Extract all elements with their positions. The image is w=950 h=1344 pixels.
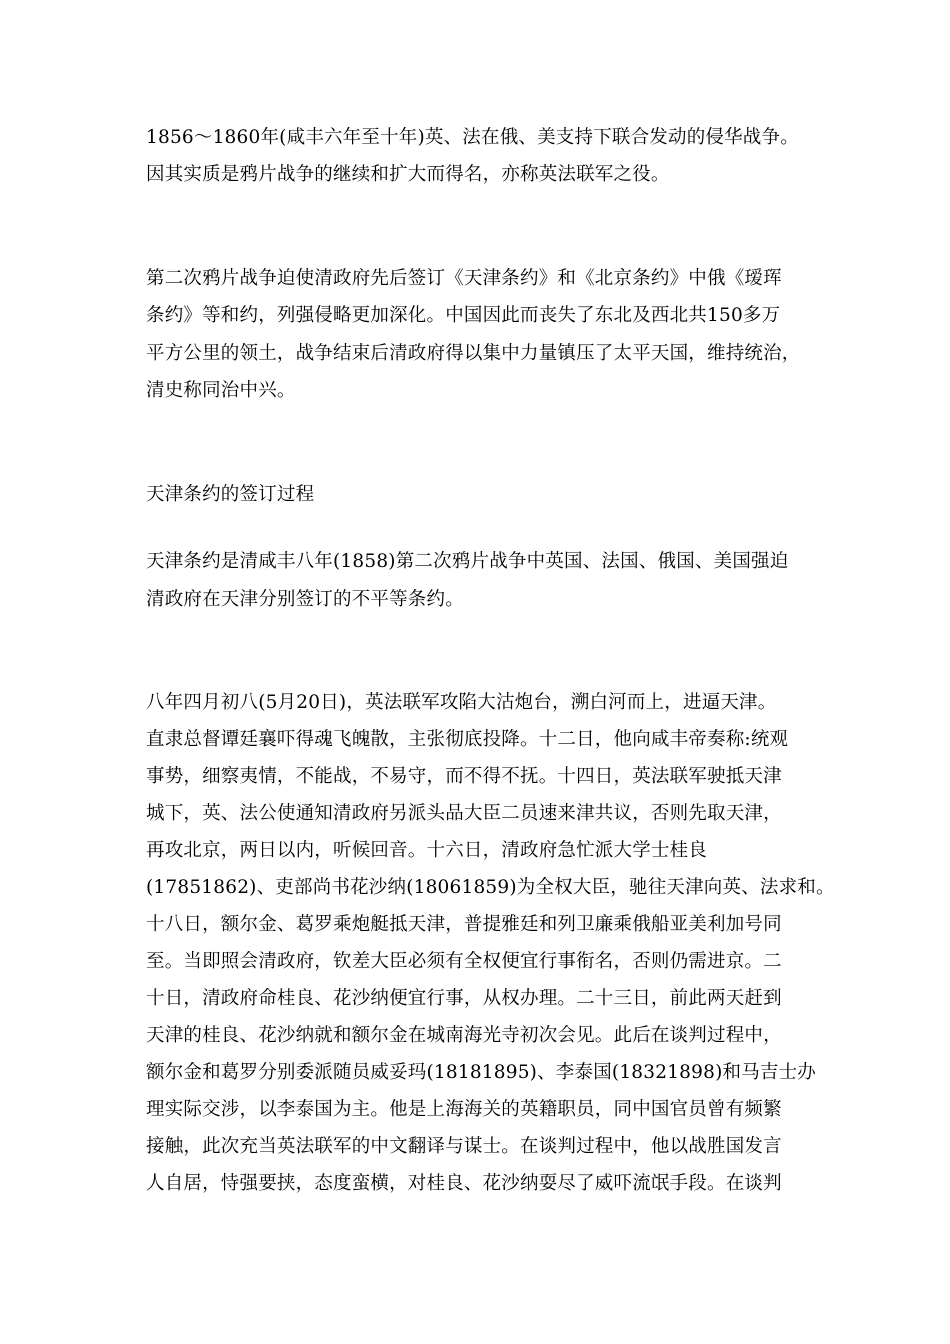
text-line: 直隶总督谭廷襄吓得魂飞魄散，主张彻底投降。十二日，他向咸丰帝奏称:统观 bbox=[146, 729, 789, 750]
text-line: 事势，细察夷情，不能战，不易守，而不得不抚。十四日，英法联军驶抵天津 bbox=[146, 766, 782, 787]
text-line: 额尔金和葛罗分别委派随员威妥玛(18181895)、李泰国(18321898)和马吉士办 bbox=[146, 1062, 816, 1083]
text-line: 再攻北京，两日以内，听候回音。十六日，清政府急忙派大学士桂良 bbox=[146, 840, 708, 861]
text-line: 条约》等和约，列强侵略更加深化。中国因此而丧失了东北及西北共150多万 bbox=[146, 305, 781, 326]
text-line: 十八日，额尔金、葛罗乘炮艇抵天津，普提雅廷和列卫廉乘俄船亚美利加号同 bbox=[146, 914, 782, 935]
section-heading: 天津条约的签订过程 bbox=[146, 484, 315, 505]
text-line: 第二次鸦片战争迫使清政府先后签订《天津条约》和《北京条约》中俄《瑷珲 bbox=[146, 268, 782, 289]
text-line: 清政府在天津分别签订的不平等条约。 bbox=[146, 589, 464, 610]
text-line: 理实际交涉，以李泰国为主。他是上海海关的英籍职员，同中国官员曾有频繁 bbox=[146, 1099, 782, 1120]
text-line: 接触，此次充当英法联军的中文翻译与谋士。在谈判过程中，他以战胜国发言 bbox=[146, 1136, 782, 1157]
text-line: 1856～1860年(咸丰六年至十年)英、法在俄、美支持下联合发动的侵华战争。 bbox=[146, 127, 799, 148]
text-line: 至。当即照会清政府，钦差大臣必须有全权便宜行事衔名，否则仍需进京。二 bbox=[146, 951, 782, 972]
text-line: 平方公里的领土，战争结束后清政府得以集中力量镇压了太平天国，维持统治， bbox=[146, 343, 801, 364]
text-line: 因其实质是鸦片战争的继续和扩大而得名，亦称英法联军之役。 bbox=[146, 164, 670, 185]
text-line: 城下，英、法公使通知清政府另派头品大臣二员速来津共议，否则先取天津， bbox=[146, 803, 782, 824]
text-line: 十日，清政府命桂良、花沙纳便宜行事，从权办理。二十三日，前此两天赶到 bbox=[146, 988, 782, 1009]
text-line: 清史称同治中兴。 bbox=[146, 380, 296, 401]
text-line: 八年四月初八(5月20日)，英法联军攻陷大沽炮台，溯白河而上，进逼天津。 bbox=[146, 692, 777, 713]
text-line: 天津的桂良、花沙纳就和额尔金在城南海光寺初次会见。此后在谈判过程中， bbox=[146, 1025, 782, 1046]
text-line: (17851862)、吏部尚书花沙纳(18061859)为全权大臣，驰往天津向英、法求和。 bbox=[146, 877, 835, 898]
text-line: 人自居，恃强要挟，态度蛮横，对桂良、花沙纳耍尽了威吓流氓手段。在谈判 bbox=[146, 1173, 782, 1194]
text-line: 天津条约是清咸丰八年(1858)第二次鸦片战争中英国、法国、俄国、美国强迫 bbox=[146, 551, 789, 572]
